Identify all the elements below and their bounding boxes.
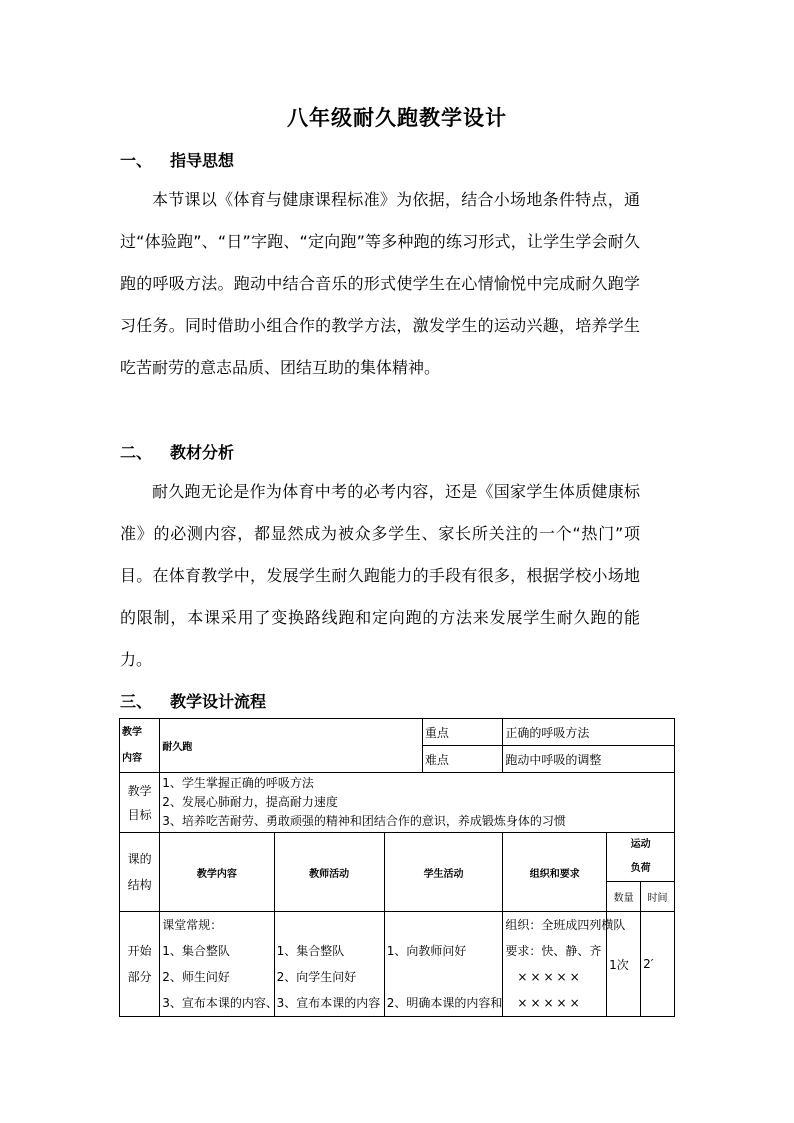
table-row	[120, 719, 675, 746]
time-cell: 2′	[641, 912, 675, 1017]
cell-text: 目标	[127, 807, 152, 822]
table-header-row	[120, 833, 675, 882]
header-teacher: 教师活动	[274, 833, 384, 912]
section-heading-material-analysis	[120, 440, 234, 463]
material-analysis-paragraph: 耐久跑无论是作为体育中考的必考内容，还是《国家学生体质健康标准》的必测内容，都显然成为被众多学生、家长所关注的一个“热门”项目。在体育教学中，发展学生耐久跑能力的手段有很多，根据学校小场地的限制，本课采用了变换路线跑和定向跑的方法来发展学生耐久跑的能力。	[120, 482, 640, 669]
section-number: 三、	[120, 692, 153, 711]
section-heading-guiding-thought	[120, 148, 234, 171]
part-label-cell	[120, 912, 160, 1017]
header-quantity: 数量	[607, 882, 641, 912]
cell-text: 课堂常规：	[162, 918, 223, 932]
formation-row: ×××××	[517, 970, 583, 984]
section-heading-design-flow	[120, 689, 266, 712]
cell-text: 教学	[127, 783, 152, 798]
difficulty-value: 跑动中呼吸的调整	[503, 746, 675, 773]
cell-text: 1、向教师问好	[386, 944, 467, 958]
table-row	[120, 773, 675, 833]
cell-text: 部分	[127, 970, 152, 984]
section-number: 一、	[120, 151, 153, 170]
teaching-plan-table	[119, 718, 675, 1017]
difficulty-label: 难点	[422, 746, 502, 773]
cell-text: 要求：快、静、齐	[505, 944, 602, 958]
cell-text: 1、集合整队	[162, 944, 230, 958]
cell-text: 负荷	[630, 863, 651, 874]
header-organization: 组织和要求	[503, 833, 607, 912]
section-title: 教学设计流程	[170, 692, 267, 711]
cell-text: 2、明确本课的内容和	[386, 996, 503, 1010]
key-point-value: 正确的呼吸方法	[503, 719, 675, 746]
student-activity-cell	[384, 912, 503, 1017]
header-time: 时间	[641, 882, 675, 912]
content-value-cell: 耐久跑	[160, 719, 423, 773]
cell-text: 结构	[127, 878, 152, 892]
cell-text: 课的	[127, 852, 152, 866]
header-structure	[120, 833, 160, 912]
cell-text: 教学	[122, 726, 142, 738]
document-title: 八年级耐久跑教学设计	[287, 106, 507, 130]
formation-row: ×××××	[517, 996, 583, 1010]
cell-text: 3、宣布本课的内容、	[162, 996, 278, 1010]
goal-label-cell	[120, 773, 160, 833]
guiding-thought-paragraph: 本节课以《体育与健康课程标准》为依据，结合小场地条件特点，通过“体验跑”、“日”字跑、“定向跑”等多种跑的练习形式，让学生学会耐久跑的呼吸方法。跑动中结合音乐的形式使学生在心情愉悦中完成耐久跑学习任务。同时借助小组合作的教学方法，激发学生的运动兴趣，培养学生吃苦耐劳的意志品质、团结互助的集体精神。	[120, 190, 640, 377]
cell-text: 2、向学生问好	[276, 970, 357, 984]
teacher-activity-cell	[274, 912, 384, 1017]
header-student: 学生活动	[384, 833, 503, 912]
cell-text: 运动	[630, 839, 651, 850]
header-load	[607, 833, 675, 882]
section-number: 二、	[120, 443, 153, 462]
cell-text: 内容	[122, 752, 142, 764]
section-title: 指导思想	[170, 151, 235, 170]
cell-text: 2、师生问好	[162, 970, 230, 984]
content-cell	[160, 912, 278, 1017]
goal-list-cell	[160, 773, 675, 833]
section-title: 教材分析	[170, 443, 235, 462]
goal-item: 3、培养吃苦耐劳、勇敢顽强的精神和团结合作的意识，养成锻炼身体的习惯	[162, 814, 566, 828]
goal-item: 1、学生掌握正确的呼吸方法	[162, 776, 314, 790]
content-label-cell	[120, 719, 160, 773]
cell-text: 1、集合整队	[276, 944, 345, 958]
cell-text: 组织：全班成四列横队	[505, 918, 626, 932]
quantity-cell: 1次	[607, 912, 641, 1017]
key-point-label: 重点	[422, 719, 502, 746]
cell-text: 开始	[127, 944, 152, 958]
table-row	[120, 912, 675, 1017]
header-content: 教学内容	[160, 833, 274, 912]
goal-item: 2、发展心肺耐力，提高耐力速度	[162, 795, 338, 809]
cell-text: 3、宣布本课的内容	[276, 996, 381, 1010]
